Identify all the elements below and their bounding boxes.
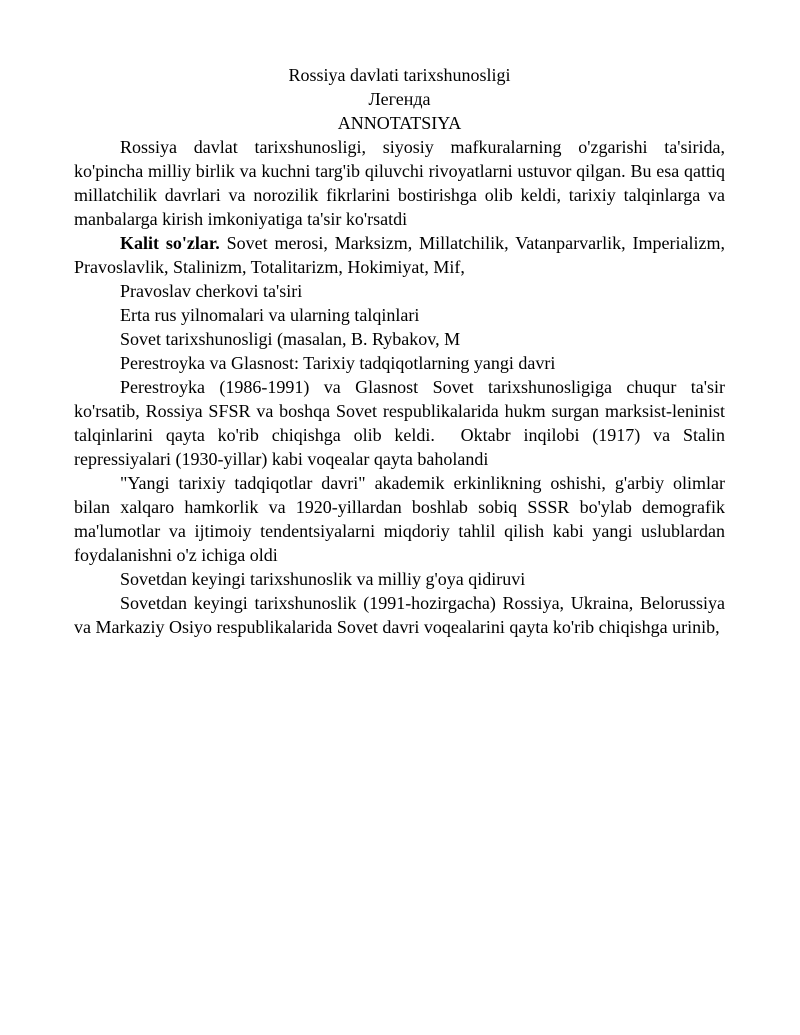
section-heading-perestroyka-glasnost: Perestroyka va Glasnost: Tarixiy tadqiqotlarning yangi davri — [120, 353, 556, 373]
legend-heading: Легенда — [368, 89, 431, 109]
section-heading-erta-rus-yilnomalari: Erta rus yilnomalari va ularning talqinlari — [120, 305, 420, 325]
document-title: Rossiya davlati tarixshunosligi — [288, 65, 511, 85]
sovetdan-keyingi-paragraph: Sovetdan keyingi tarixshunoslik (1991-hozirgacha) Rossiya, Ukraina, Belorussiya va Markaziy Osiyo respublikalarida Sovet davri voqealarini qayta ko'rib chiqishga urinib, — [74, 593, 725, 637]
section-heading-pravoslav-cherkovi: Pravoslav cherkovi ta'siri — [120, 281, 303, 301]
yangi-tadqiqotlar-paragraph: "Yangi tarixiy tadqiqotlar davri" akademik erkinlikning oshishi, g'arbiy olimlar bilan xalqaro hamkorlik va 1920-yillardan boshlab sobiq SSSR bo'ylab demografik ma'lumotlar va ijtimoiy tendentsiyalarni miqdoriy tahlil qilish kabi yangi uslublardan foydalanishni o'z ichiga oldi — [74, 473, 725, 565]
keywords-text: Sovet merosi, Marksizm, Millatchilik, Vatanparvarlik, Imperializm, Pravoslavlik, Stalinizm, Totalitarizm, Hokimiyat, Mif, — [74, 233, 725, 277]
section-heading-sovetdan-keyingi: Sovetdan keyingi tarixshunoslik va milliy g'oya qidiruvi — [120, 569, 526, 589]
keywords-label: Kalit so'zlar. — [120, 233, 220, 253]
sovet-tarixshunosligi-line: Sovet tarixshunosligi (masalan, B. Rybakov, M — [120, 329, 461, 349]
annotation-paragraph: Rossiya davlat tarixshunosligi, siyosiy mafkuralarning o'zgarishi ta'sirida, ko'pincha milliy birlik va kuchni targ'ib qiluvchi rivoyatlarni ustuvor qilgan. Bu esa qattiq millatchilik davrlari va norozilik fikrlarini bostirishga olib keldi, tarixiy talqinlarga va manbalarga kirish imkoniyatiga ta'sir ko'rsatdi — [74, 137, 725, 229]
perestroyka-paragraph: Perestroyka (1986-1991) va Glasnost Sovet tarixshunosligiga chuqur ta'sir ko'rsatib, Rossiya SFSR va boshqa Sovet respublikalarida hukm surgan marksist-leninist talqinlarini qayta ko'rib chiqishga olib keldi. Oktabr inqilobi (1917) va Stalin repressiyalari (1930-yillar) kabi voqealar qayta baholandi — [74, 377, 725, 469]
keywords-paragraph — [74, 231, 725, 279]
annotation-heading: ANNOTATSIYA — [337, 113, 462, 133]
